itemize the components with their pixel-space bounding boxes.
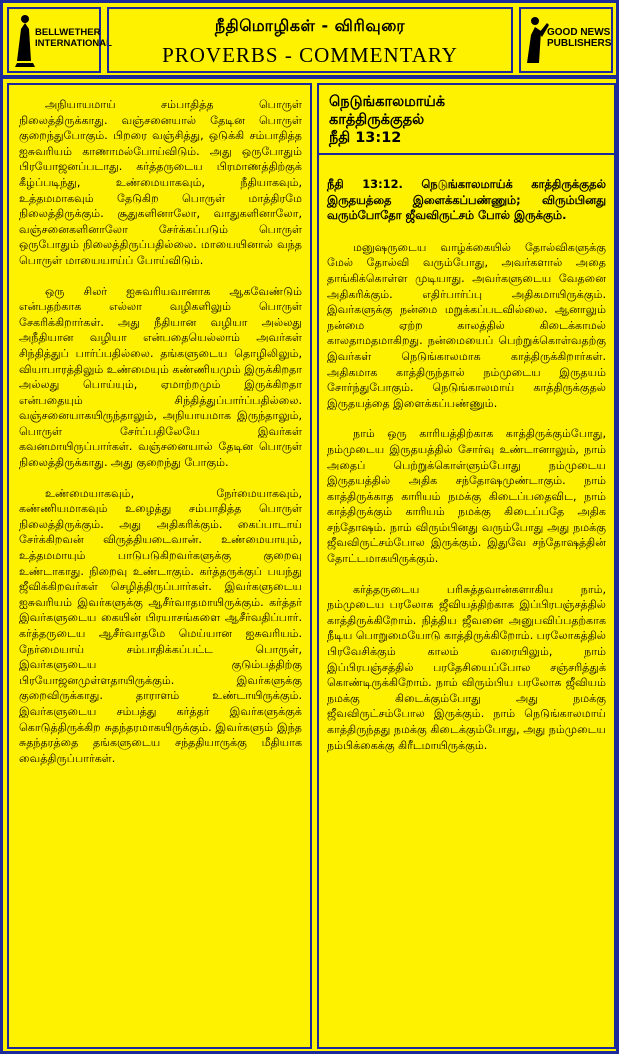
title-tamil: நீதிமொழிகள் - விரிவுரை xyxy=(214,16,406,35)
header xyxy=(3,3,616,79)
left-column xyxy=(7,83,312,1049)
title-box xyxy=(107,7,513,73)
section-title-line-2: காத்திருக்குதல் xyxy=(329,112,425,128)
bellwether-logo xyxy=(7,7,112,73)
right-paragraph-3: கர்த்தருடைய பரிசுத்தவான்களாகிய நாம், நம்முடைய பரலோக ஜீவியத்திற்காக இப்பிரபஞ்சத்தில் காத்திருக்கிறோம். நித்திய ஜீவனை அனுபவிப்பதற்காக நீடிய பொறுமையோடு காத்திருக்கிறோம். பரலோகத்தில் பிரவேசிக்கும் காலம் வரையிலும், நாம் இப்பிரபஞ்சத்தில் பரதேசியைப்போல சஞ்சரித்துக் கொண்டிருக்கிறோம். நாம் விரும்பிய பரலோக ஜீவியம் நமக்கு கிடைக்கும்போது அது நமக்கு ஜீவவிருட்சம்போல இருக்கும். நாம் நெடுங்காலமாய் காத்திருந்தது நமக்கு கிடைக்கும்போது, அது நம்முடைய நம்பிக்கைக்கு கிரீடமாயிருக்கும். xyxy=(327,582,606,752)
section-title-line-1: நெடுங்காலமாய்க் xyxy=(329,94,446,110)
section-title-reference: நீதி 13:12 xyxy=(329,130,402,146)
left-paragraph-1: அநியாயமாய் சம்பாதித்த பொருள் நிலைத்திருக்காது. வஞ்சனையால் தேடின பொருள் குறைந்துபோகும். பிறரை வஞ்சித்து, ஒடுக்கி சம்பாதித்த ஐசுவரியம் காணாமல்போய்விடும். அது ஒருபோதும் பிரயோஜனப்படாது. கர்த்தருடைய பிரமாணத்திற்குக் கீழ்ப்படிந்து, உண்மையாகவும், நீதியாகவும், உத்தமமாகவும் தேடுகிற பொருள் மாத்திரமே நிலைத்திருக்கும். சூதுகளினாலோ, வாதுகளினாலோ, வஞ்சனைகளினாலோ சேர்க்கப்படும் பொருள் ஒருபோதும் நிலைத்திருப்பதில்லை. மாயையினால் வந்த பொருள் மாயையாய்ப் போய்விடும். xyxy=(19,98,302,267)
left-paragraph-3: உண்மையாகவும், நேர்மையாகவும், கண்ணியமாகவும் உழைத்து சம்பாதித்த பொருள் நிலைத்திருக்கும். அது அதிகரிக்கும். கைப்பாடாய் சேர்க்கிறவன் விருத்தியடைவான். உண்மையாயும், உத்தமமாயும் பாடுபடுகிறவர்களுக்கு குறைவு உண்டாகாது. நிறைவு உண்டாகும். கர்த்தருக்குப் பயந்து ஜீவிக்கிறவர்கள் செழித்திருப்பார்கள். இவர்களுடைய ஐசுவரியம் இவர்களுக்கு ஆசீர்வாதமாயிருக்கும். கர்த்தர் இவர்களுடைய கையின் பிரயாசங்களை ஆசீர்வதிப்பார். கர்த்தருடைய ஆசீர்வாதமே மெய்யான ஐசுவரியம். நேர்மையாய் சம்பாதிக்கப்பட்ட பொருள், இவர்களுடைய குடும்பத்திற்கு பிரயோஜனமுள்ளதாயிருக்கும். இவர்களுக்கு குறைவிருக்காது. தாராளம் உண்டாயிருக்கும். இவர்களுடைய சம்பத்து கர்த்தர் இவர்களுக்குக் கொடுத்திருக்கிற சுதந்தரமாகயிருக்கும். இவர்களும் இந்த சுதந்தரத்தை தங்களுடைய சந்ததியாருக்கு மீதியாக வைத்திருப்பார்கள். xyxy=(19,486,302,765)
right-paragraph-2: நாம் ஒரு காரியத்திற்காக காத்திருக்கும்போது, நம்முடைய இருதயத்தில் சோர்வு உண்டானாலும், நாம் அதைப் பெற்றுக்கொள்ளும்போது நம்முடைய இருதயத்தில் அதிக சந்தோஷமுண்டாகும். நாம் காத்திருக்காத காரியம் நமக்கு கிடைப்பதைவிட, நாம் காத்திருக்கும் காரியம் நமக்கு கிடைப்பதே அதிக சந்தோஷம். நாம் விரும்பினது வரும்போது அது நமக்கு ஜீவவிருட்சம்போல இருக்கும். இதுவே சந்தோஷத்தின் தோட்டமாகயிருக்கும். xyxy=(327,427,606,566)
good-news-logo-text: GOOD NEWS PUBLISHERS xyxy=(547,27,612,49)
verse-text: நீதி 13:12. நெடுங்காலமாய்க் காத்திருக்குதல் இருதயத்தை இளைக்கப்பண்ணும்; விரும்பினது வரும்போதோ ஜீவவிருட்சம் போல் இருக்கும். xyxy=(327,177,606,223)
section-title xyxy=(319,93,614,155)
left-paragraph-2: ஒரு சிலர் ஐசுவரியவானாக ஆகவேண்டும் என்பதற்காக எல்லா வழிகளிலும் பொருள் சேகரிக்கிறார்கள். அது நீதியான வழியா அல்லது அநீதியான வழியா என்பதையெல்லாம் அவர்கள் சிந்தித்துப் பார்ப்பதில்லை. தங்களுடைய தொழிலிலும், வியாபாரத்திலும் உண்மையும் கண்ணியமும் இருக்கிறதா அல்லது பொய்யும், ஏமாற்றமும் இருக்கிறதா என்பதையும் சிந்தித்துப்பார்ப்பதில்லை. வஞ்சனையாகயிருந்தாலும், அநியாயமாக இருந்தாலும், பொருள் சேர்ப்பதிலேயே இவர்கள் கவனமாயிருப்பார்கள். வஞ்சனையால் தேடின பொருள் நிலைத்திருக்காது. அது குறைந்து போகும். xyxy=(19,284,302,470)
right-paragraph-1: மனுஷருடைய வாழ்க்கையில் தோல்விகளுக்கு மேல் தோல்வி வரும்போது, அவர்களால் அதை தாங்கிக்கொள்ள முடியாது. அவர்களுடைய வேதனை அதிகரிக்கும். எதிர்பார்ப்பு அதிகமாயிருக்கும். இவர்களுக்கு நன்மை மறுக்கப்படவில்லை. ஆனாலும் நன்மை ஏற்ற காலத்தில் கிடைக்காமல் காலதாமதமாகிறது. நன்மையைப் பெற்றுக்கொள்வதற்கு இவர்கள் நெடுங்காலமாக காத்திருக்கிறார்கள். அதிகமாக காத்திருந்தால் நம்முடைய இருதயம் சோர்ந்துபோகும். நெடுங்காலமாய் காத்திருக்குதல் இருதயத்தை இளைக்கப்பண்ணும். xyxy=(327,240,606,410)
right-column xyxy=(317,83,616,1049)
bellwether-logo-text: BELLWETHER INTERNATIONAL xyxy=(35,27,112,49)
title-english: PROVERBS - COMMENTARY xyxy=(162,43,458,67)
good-news-logo xyxy=(519,7,613,73)
